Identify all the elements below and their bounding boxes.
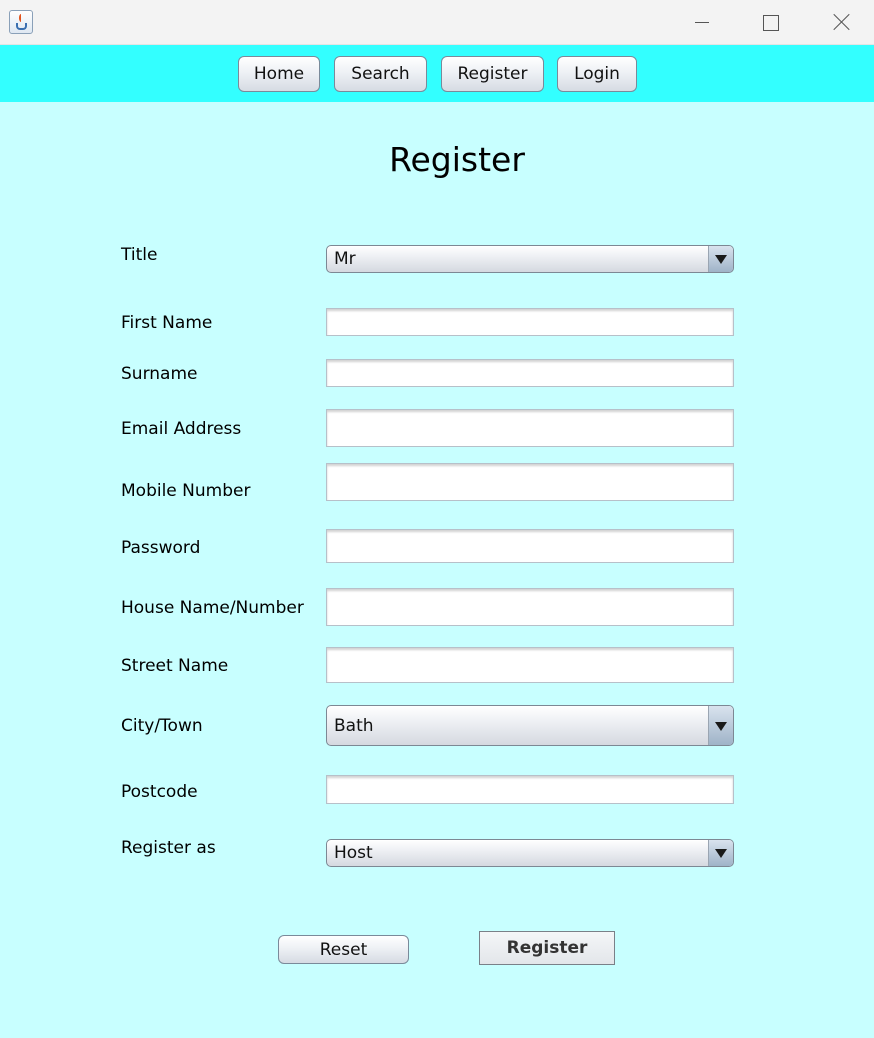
register-button[interactable]: Register [479, 931, 615, 965]
register-as-label: Register as [121, 838, 216, 858]
nav-register-button[interactable]: Register [441, 56, 544, 92]
reset-button[interactable]: Reset [278, 935, 409, 964]
email-input[interactable] [326, 409, 734, 447]
surname-input[interactable] [326, 359, 734, 387]
page-title: Register [389, 140, 525, 179]
nav-home-button[interactable]: Home [238, 56, 320, 92]
postcode-label: Postcode [121, 782, 198, 802]
city-select[interactable] [326, 705, 734, 746]
house-input[interactable] [326, 588, 734, 626]
title-select-value: Mr [334, 249, 356, 269]
street-label: Street Name [121, 656, 229, 676]
register-as-select[interactable] [326, 839, 734, 867]
chevron-down-icon[interactable] [708, 840, 733, 866]
chevron-down-icon[interactable] [708, 246, 733, 272]
first-name-label: First Name [121, 313, 213, 333]
city-label: City/Town [121, 716, 203, 736]
nav-search-button[interactable]: Search [334, 56, 427, 92]
mobile-input[interactable] [326, 463, 734, 501]
first-name-input[interactable] [326, 308, 734, 336]
password-label: Password [121, 538, 201, 558]
email-label: Email Address [121, 419, 242, 439]
close-icon[interactable] [818, 8, 864, 38]
title-select[interactable] [326, 245, 734, 273]
minimize-icon[interactable] [679, 8, 725, 38]
java-cup-icon [9, 10, 33, 34]
password-input[interactable] [326, 529, 734, 563]
surname-label: Surname [121, 364, 198, 384]
chevron-down-icon[interactable] [708, 706, 733, 745]
title-label: Title [121, 245, 158, 265]
window-titlebar [0, 0, 874, 45]
postcode-input[interactable] [326, 775, 734, 804]
house-label: House Name/Number [121, 598, 304, 618]
nav-bar [0, 45, 874, 102]
nav-login-button[interactable]: Login [557, 56, 637, 92]
city-select-value: Bath [334, 715, 374, 736]
street-input[interactable] [326, 647, 734, 683]
mobile-label: Mobile Number [121, 481, 251, 501]
register-as-select-value: Host [334, 843, 373, 863]
maximize-icon[interactable] [747, 8, 793, 38]
